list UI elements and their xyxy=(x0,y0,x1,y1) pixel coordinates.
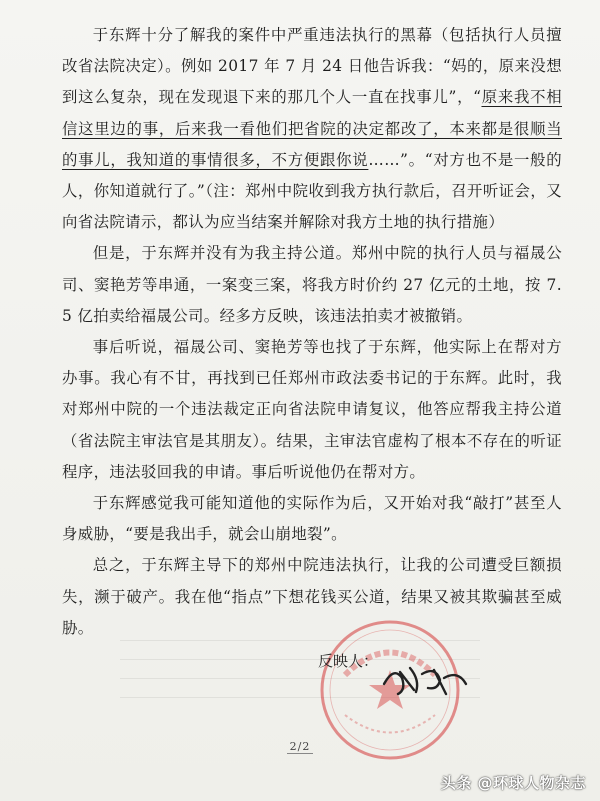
paragraph-2: 但是，于东辉并没有为我主持公道。郑州中院的执行人员与福晟公司、窦艳芳等串通，一案变三案，将我方时价约 27 亿元的土地，按 7.5 亿拍卖给福晟公司。经多方反映，该违法拍卖才被撤销。 xyxy=(62,244,562,325)
paragraph-3: 事后听说，福晟公司、窦艳芳等也找了于东辉，他实际上在帮对方办事。我心有不甘，再找到已任郑州市政法委书记的于东辉。此时，我对郑州中院的一个违法裁定正向省法院申请复议，他答应帮我主持公道（省法院主审法官是其朋友）。结果，主审法官虚构了根本不存在的听证程序，违法驳回我的申请。事后听说他仍在帮对方。 xyxy=(62,338,562,481)
paragraph-4: 于东辉感觉我可能知道他的实际作为后，又开始对我“敲打”甚至人身威胁，“要是我出手，就会山崩地裂”。 xyxy=(62,494,562,544)
paragraph-1 xyxy=(62,20,562,238)
reporter-line xyxy=(318,650,378,671)
handwritten-signature xyxy=(380,660,470,700)
watermark-text: 头条 @环球人物杂志 xyxy=(440,774,586,792)
page-number: 2/2 xyxy=(0,740,600,753)
reporter-label: 反映人： xyxy=(318,652,379,670)
underlined-quote: 原来我不相信这里边的事，后来我一看他们把省院的决定都改了，本来都是很顺当的事儿，我知道的事情很多，不方便跟你说 xyxy=(62,88,562,169)
paragraph-1-part-c: ……”。“对方也不是一般的人，你知道就行了。”（注：郑州中院收到我方执行款后，召开听证会，又向省法院请示，都认为应当结案并解除对我方土地的执行措施） xyxy=(62,150,562,232)
paragraph-5: 总之，于东辉主导下的郑州中院违法执行，让我的公司遭受巨额损失，濒于破产。我在他“指点”下想花钱买公道，结果又被其欺骗甚至威胁。 xyxy=(62,556,562,637)
paragraph-1-part-a: 于东辉十分了解我的案件中严重违法执行的黑幕（包括执行人员擅改省法院决定）。例如 2017 年 7 月 24 日他告诉我：“妈的，原来没想到这么复杂，现在发现退下来的那几个人一直在找事儿”，“ xyxy=(62,26,562,107)
document-body xyxy=(62,20,562,644)
